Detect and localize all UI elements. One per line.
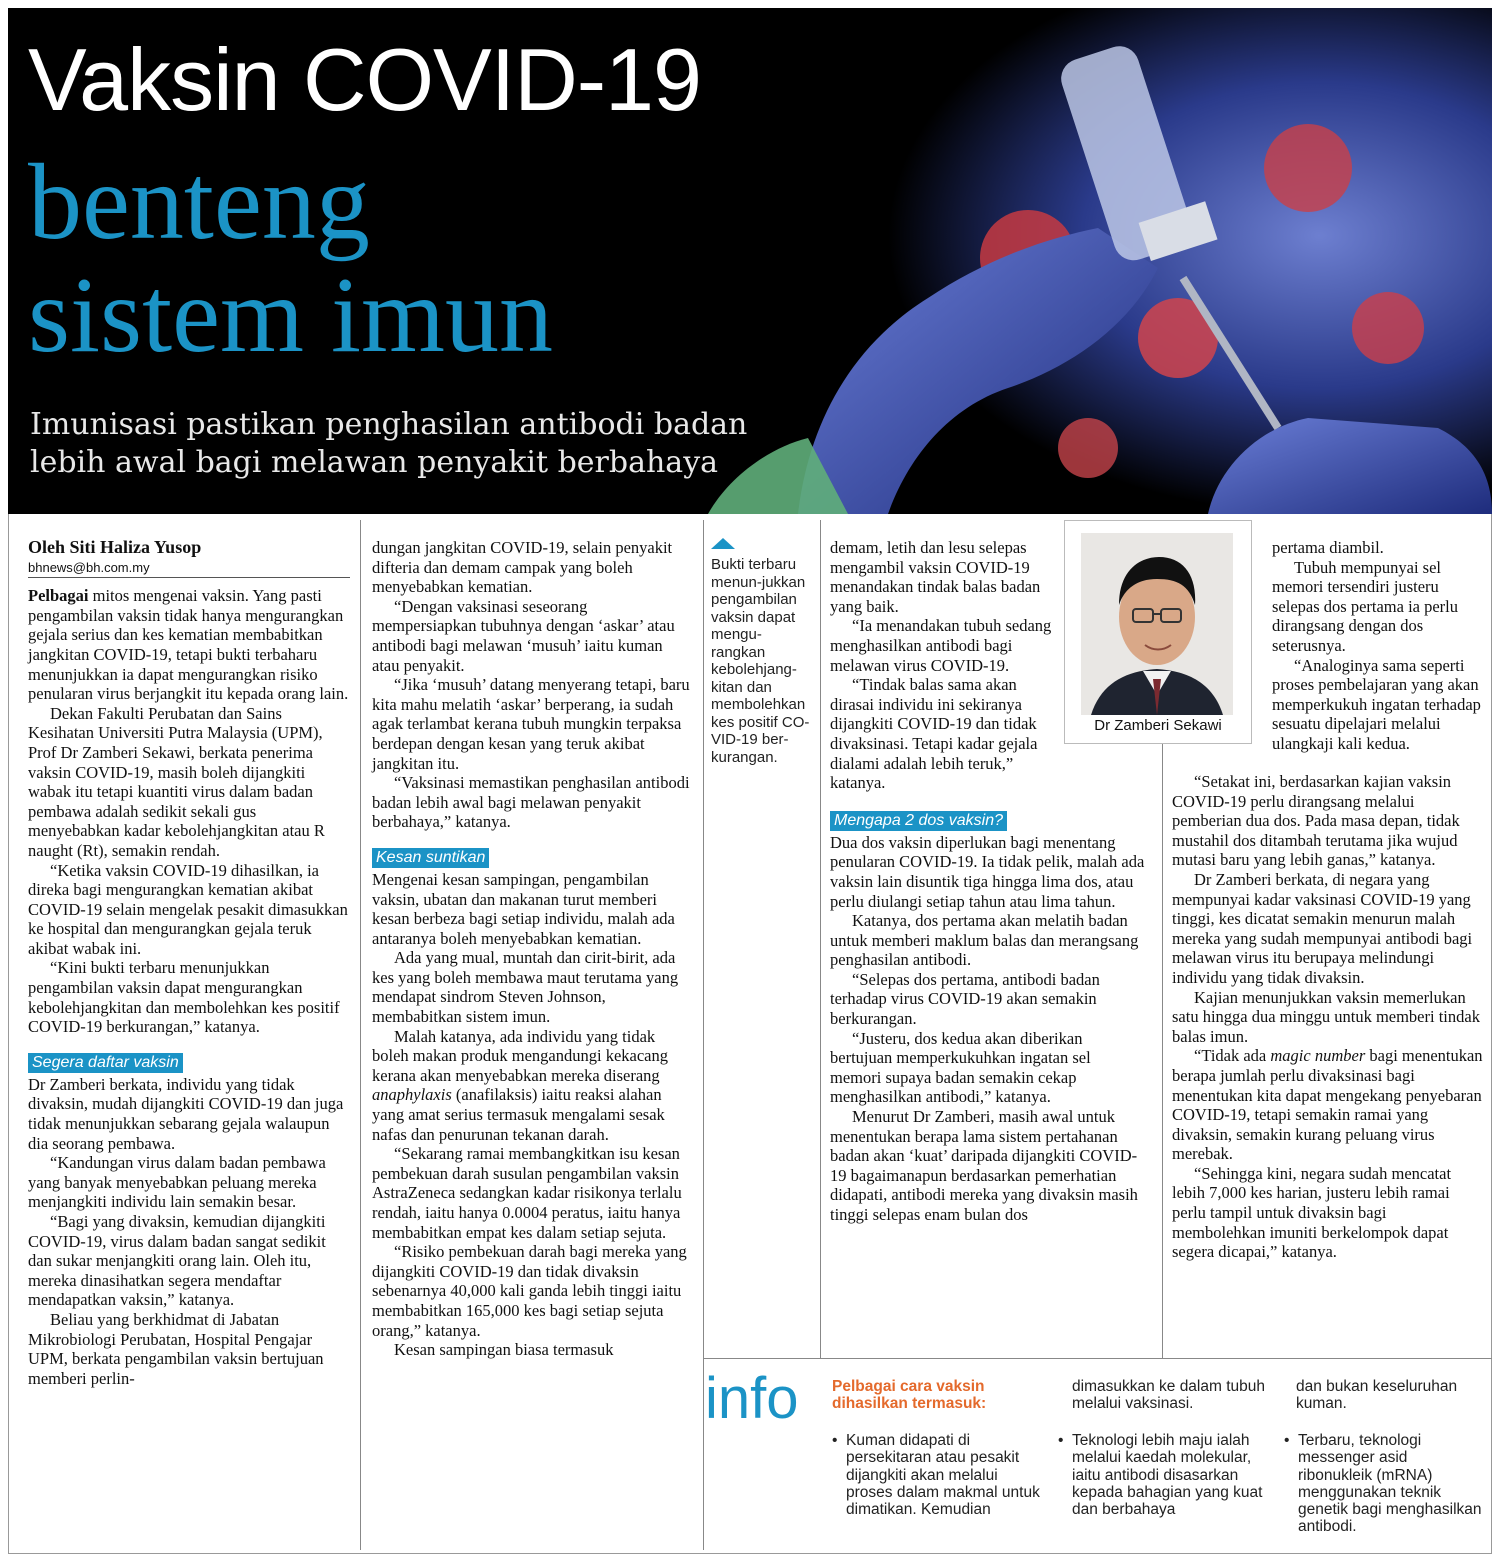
paragraph: “Jika ‘musuh’ datang menyerang tetapi, baru kita mahu melatih ‘askar’ berperang, ia sudah agak terlambat kerana tubuh mungkin terpaksa berdepan dengan kesan yang teruk akibat jangkitan itu.	[372, 675, 690, 773]
portrait-image	[1081, 533, 1233, 715]
headline-line-3: sistem imun	[28, 256, 554, 376]
pull-quote: Bukti terbaru menun-jukkan pengambilan vaksin dapat mengu-rangkan kebolehjang-kitan dan membolehkan kes positif CO-VID-19 ber-kurangan.	[711, 556, 810, 766]
portrait-caption: Dr Zamberi Sekawi	[1094, 717, 1222, 734]
bullet-icon: •	[1284, 1432, 1290, 1449]
paragraph: “Setakat ini, berdasarkan kajian vaksin COVID-19 perlu dirangsang melalui pemberian dua dos. Pada masa depan, tidak mustahil dos ditambah terutama jika wujud mutasi baru yang lebih ganas,” katanya.	[1172, 772, 1460, 870]
column-divider	[703, 520, 704, 1550]
bullet-text: Teknologi lebih maju ialah melalui kaedah molekular, iaitu antibodi disasarkan kepada bahagian yang kuat dan berbahaya	[1072, 1432, 1263, 1519]
column-divider	[360, 520, 361, 1550]
byline-rule	[28, 577, 350, 578]
triangle-marker-icon	[711, 538, 735, 549]
paragraph: “Tindak balas sama akan dirasai individu ini sekiranya dijangkiti COVID-19 dan tidak divaksinasi. Tetapi kadar gejala dialami adalah lebih teruk,” katanya.	[830, 675, 1038, 793]
paragraph: “Bagi yang divaksin, kemudian dijangkiti COVID-19, virus dalam badan sangat sedikit dan sukar menjangkiti orang lain. Oleh itu, mereka dinasihatkan segera mendaftar mendapatkan vaksin,” katanya.	[28, 1212, 326, 1310]
article-column-2	[372, 538, 692, 1360]
info-bullet-2	[1058, 1432, 1268, 1518]
lead-text: mitos mengenai vaksin. Yang pasti pengambilan vaksin tidak hanya mengurangkan gejala serius dan kes kematian membabitkan jangkitan COVID-19, tetapi bukti terbaharu menunjukkan ia dapat mengurangkan risiko penularan virus berjangkit itu kepada orang lain.	[28, 586, 349, 704]
author-email: bhnews@bh.com.my	[28, 559, 150, 575]
article-column-1	[28, 538, 350, 1388]
bullet-icon: •	[832, 1432, 838, 1449]
paragraph: “Ia menandakan tubuh sedang menghasilkan antibodi bagi melawan virus COVID-19.	[830, 616, 1052, 675]
subhead-kesan-suntikan: Kesan suntikan	[372, 848, 489, 868]
italic-term: anaphylaxis	[372, 1085, 452, 1105]
subhead-mengapa-2-dos: Mengapa 2 dos vaksin?	[830, 811, 1007, 831]
info-continuation-2: dimasukkan ke dalam tubuh melalui vaksinasi.	[1072, 1378, 1266, 1413]
paragraph-text: “Tidak ada	[1194, 1046, 1271, 1066]
headline-blue	[28, 143, 554, 376]
paragraph: Beliau yang berkhidmat di Jabatan Mikrobiologi Perubatan, Hospital Pengajar UPM, berkata pengambilan vaksin bertujuan memberi perlin-	[28, 1309, 324, 1388]
info-bullet-3	[1284, 1432, 1484, 1536]
paragraph: Tubuh mempunyai sel memori tersendiri justeru selepas dos pertama ia perlu dirangsang dengan dos seterusnya.	[1272, 557, 1459, 655]
paragraph-text: bagi menentukan berapa jumlah perlu divaksinasi bagi menentukan kita dapat mengekang penyebaran COVID-19, tetapi semakin ramai yang divaksin, semakin kurang peluang virus merebak.	[1172, 1046, 1483, 1164]
paragraph: dungan jangkitan COVID-19, selain penyakit difteria dan demam campak yang boleh menyebabkan kematian.	[372, 538, 673, 597]
column-divider	[820, 520, 821, 1358]
article-column-6	[1172, 772, 1484, 1262]
paragraph	[1172, 1046, 1484, 1164]
paragraph: “Kandungan virus dalam badan pembawa yang banyak menyebabkan peluang mereka menjangkiti individu lain semakin besar.	[28, 1153, 326, 1212]
paragraph-text: Malah katanya, ada individu yang tidak boleh makan produk mengandungi kekacang kerana akan menyebabkan mereka diserang	[372, 1026, 668, 1085]
paragraph: Dr Zamberi berkata, individu yang tidak divaksin, mudah dijangkiti COVID-19 dan juga tidak menunjukkan sebarang gejala walaupun dia seorang pembawa.	[28, 1074, 344, 1153]
portrait-box	[1064, 520, 1252, 744]
headline-subtitle: Imunisasi pastikan penghasilan antibodi badan lebih awal bagi melawan penyakit berbahaya	[30, 407, 748, 480]
portrait-photo	[1081, 533, 1233, 715]
paragraph: Dekan Fakulti Perubatan dan Sains Kesihatan Universiti Putra Malaysia (UPM), Prof Dr Zamberi Sekawi, berkata penerima vaksin COVID-19, masih boleh dijangkiti wabak itu tetapi kuantiti virus dalam badan pembawa adalah sedikit sekali gus menyebabkan kadar kebolehjangkitan atau R naught (Rt), semakin rendah.	[28, 703, 325, 860]
bullet-icon: •	[1058, 1432, 1064, 1449]
italic-term: magic number	[1270, 1046, 1366, 1066]
paragraph: “Selepas dos pertama, antibodi badan terhadap virus COVID-19 akan semakin berkurangan.	[830, 969, 1100, 1029]
info-heading: Pelbagai cara vaksin dihasilkan termasuk:	[832, 1378, 987, 1412]
paragraph: “Justeru, dos kedua akan diberikan bertujuan memperkukuhkan ingatan sel memori supaya badan semakin cekap menghasilkan antibodi,” katanya.	[830, 1028, 1091, 1107]
paragraph: “Sekarang ramai membangkitkan isu kesan pembekuan darah susulan pengambilan vaksin AstraZeneca sedangkan kadar risikonya terlalu rendah, iaitu hanya 0.0004 peratus, iaitu hanya membabitkan empat kes dalam setiap sejuta.	[372, 1144, 682, 1242]
paragraph: pertama diambil.	[1272, 538, 1384, 557]
paragraph	[372, 1027, 692, 1145]
bullet-text: Terbaru, teknologi messenger asid ribonukleik (mRNA) menggunakan teknik genetik bagi menghasilkan antibodi.	[1298, 1432, 1482, 1536]
paragraph: “Kini bukti terbaru menunjukkan pengambilan vaksin dapat mengurangkan kebolehjangkitan dan membolehkan kes positif COVID-19 berkurangan,” katanya.	[28, 958, 340, 1037]
paragraph: “Dengan vaksinasi seseorang mempersiapkan tubuhnya dengan ‘askar’ atau antibodi bagi melawan ‘musuh’ iaitu kuman atau penyakit.	[372, 596, 675, 675]
paragraph: demam, letih dan lesu selepas mengambil vaksin COVID-19 menandakan tindak balas badan yang baik.	[830, 538, 1041, 616]
paragraph: “Ketika vaksin COVID-19 dihasilkan, ia direka bagi mengurangkan kematian akibat COVID-19 selain mengelak pesakit dimasukkan ke hospital dan mengurangkan gejala teruk akibat wabak ini.	[28, 860, 348, 958]
paragraph: Ada yang mual, muntah dan cirit-birit, ada kes yang boleh membawa maut terutama yang mendapat sindrom Steven Johnson, membabitkan sistem imun.	[372, 948, 679, 1027]
paragraph: Dr Zamberi berkata, di negara yang mempunyai kadar vaksinasi COVID-19 yang tinggi, kes dicatat semakin menurun malah mereka yang sudah mempunyai antibodi bagi melawan virus itu berupaya melindungi individu yang tidak divaksin.	[1172, 869, 1473, 987]
author-byline: Oleh Siti Haliza Yusop	[28, 537, 202, 557]
column-divider	[1162, 742, 1163, 1358]
bullet-text: Kuman didapati di persekitaran atau pesakit dijangkiti akan melalui proses dalam makmal untuk dimatikan. Kemudian	[846, 1432, 1040, 1519]
article-column-6-top	[1272, 538, 1484, 754]
lead-word: Pelbagai	[28, 586, 89, 606]
paragraph: “Analoginya sama seperti proses pembelajaran yang akan memperkukuh ingatan terhadap sesuatu dipelajari melalui ulangkaji kali kedua.	[1272, 655, 1481, 753]
paragraph: “Sehingga kini, negara sudah mencatat lebih 7,000 kes harian, justeru lebih ramai perlu tampil untuk divaksin bagi membolehkan imuniti berkelompok dapat segera dicapai,” katanya.	[1172, 1163, 1452, 1262]
paragraph: Katanya, dos pertama akan melatih badan untuk memberi maklum balas dan merangsang penghasilan antibodi.	[830, 911, 1139, 970]
subhead-segera-daftar: Segera daftar vaksin	[28, 1053, 183, 1073]
headline-line-1: Vaksin COVID-19	[28, 30, 701, 129]
paragraph: “Risiko pembekuan darah bagi mereka yang dijangkiti COVID-19 dan tidak divaksin sebenarnya 40,000 kali ganda lebih tinggi iaitu membabitkan 165,000 kes bagi setiap sejuta orang,” katanya.	[372, 1242, 687, 1340]
paragraph: Mengenai kesan sampingan, pengambilan vaksin, ubatan dan makanan turut memberi kesan berbeza bagi setiap individu, malah ada antaranya boleh menyebabkan kematian.	[372, 869, 675, 948]
headline-line-2: benteng	[28, 143, 370, 262]
paragraph-text: (anafilaksis) iaitu reaksi alahan yang amat serius termasuk mengalami sesak nafas dan penurunan tekanan darah.	[372, 1085, 665, 1144]
info-bullet-1	[832, 1432, 1042, 1518]
info-divider	[703, 1358, 1492, 1359]
paragraph: Kajian menunjukkan vaksin memerlukan satu hingga dua minggu untuk memberi tindak balas imun.	[1172, 987, 1480, 1046]
paragraph: “Vaksinasi memastikan penghasilan antibodi badan lebih awal bagi melawan penyakit berbahaya,” katanya.	[372, 773, 690, 832]
info-continuation-3: dan bukan keseluruhan kuman.	[1296, 1378, 1458, 1413]
info-label: info	[705, 1366, 799, 1431]
hero-banner	[8, 8, 1492, 514]
paragraph: Dua dos vaksin diperlukan bagi menentang penularan COVID-19. Ia tidak pelik, malah ada vaksin lain disuntik tiga hingga lima dos, atau perlu diulangi setiap tahun atau lima tahun.	[830, 832, 1145, 911]
paragraph: Kesan sampingan biasa termasuk	[394, 1340, 614, 1360]
lead-paragraph	[28, 586, 350, 704]
paragraph: Menurut Dr Zamberi, masih awal untuk menentukan berapa lama sistem pertahanan badan akan ‘kuat’ daripada dijangkiti COVID-19 bagaimanapun berdasarkan pemerhatian didapati, antibodi mereka yang divaksin masih tinggi selepas enam bulan dos	[830, 1107, 1138, 1224]
